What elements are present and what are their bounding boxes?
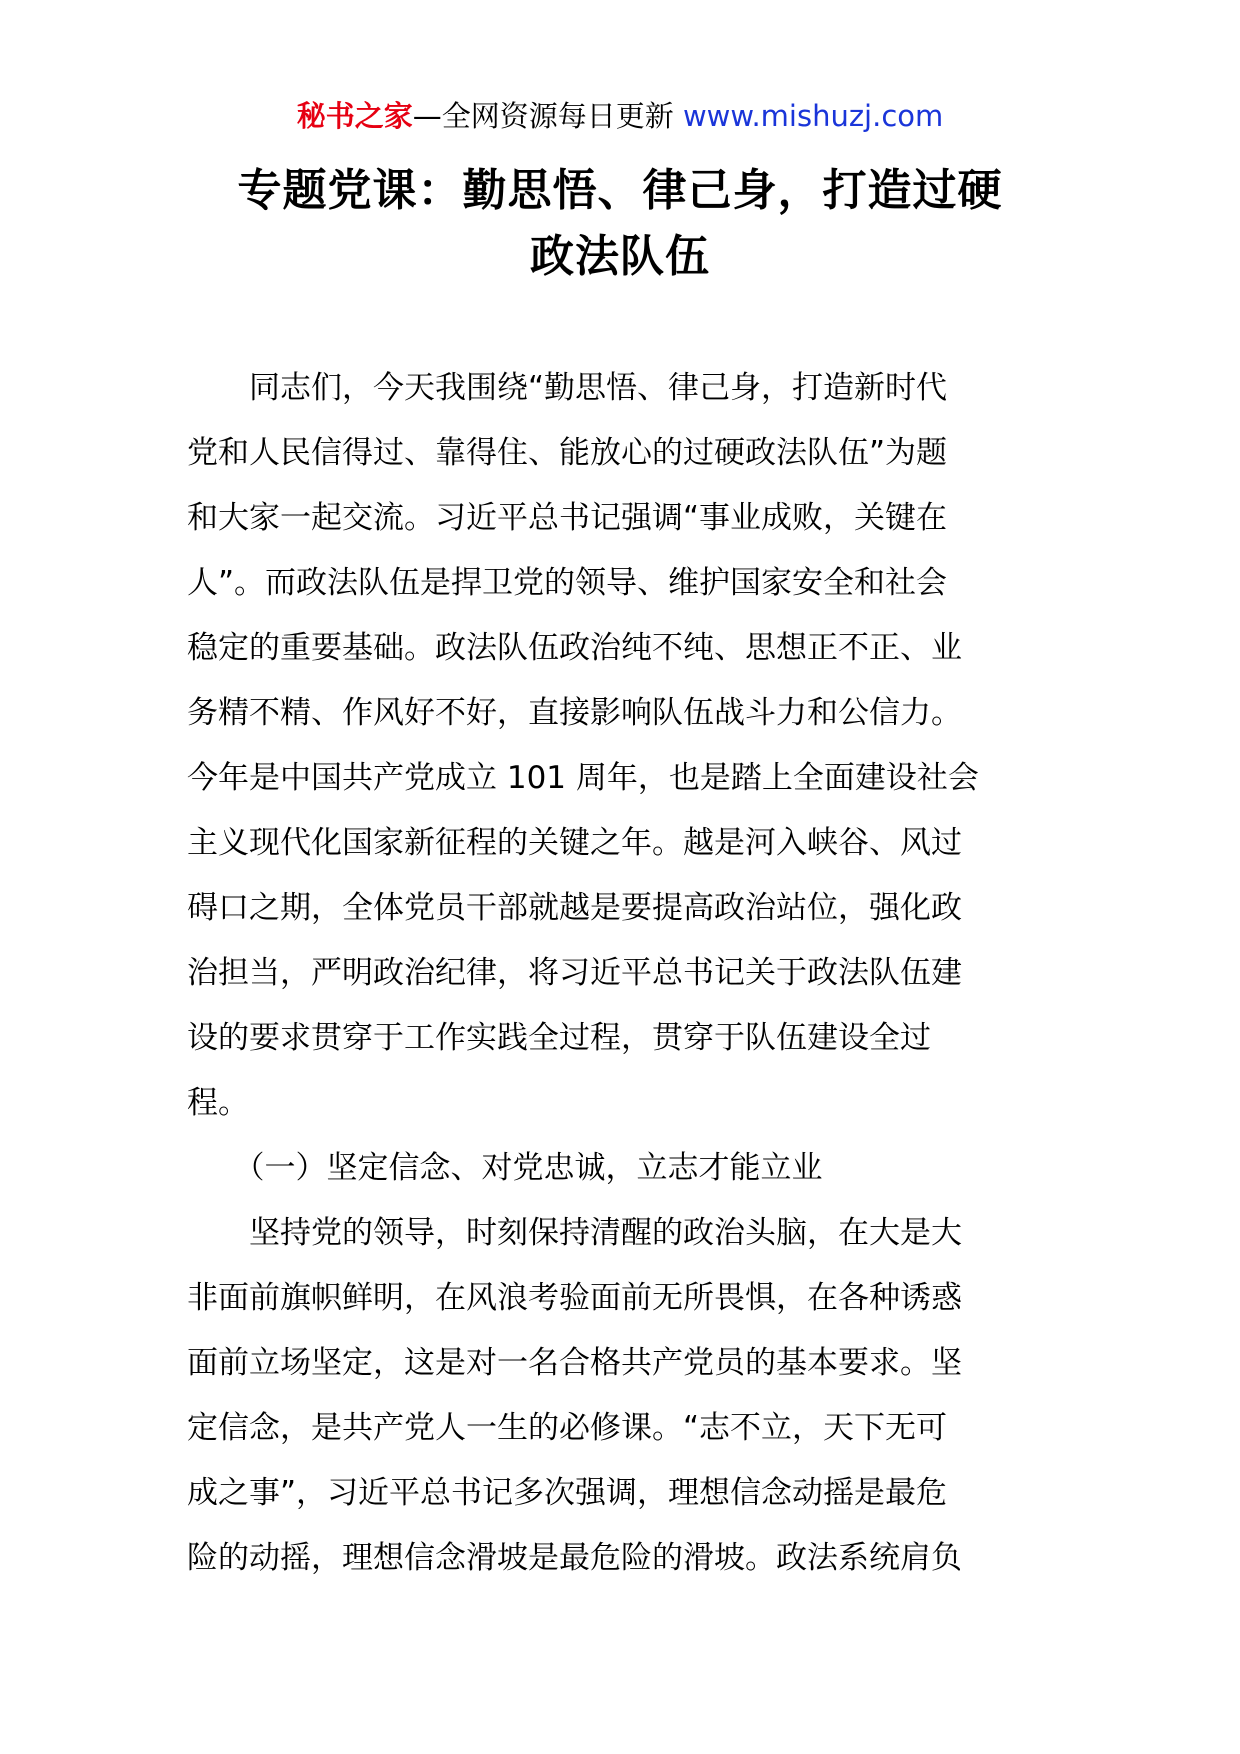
document-title — [0, 158, 1240, 290]
text-line: 稳定的重要基础。政法队伍政治纯不纯、思想正不正、业 — [187, 630, 962, 666]
text-line: 程。 — [187, 1085, 249, 1121]
intro-paragraph — [187, 356, 1057, 1136]
text-line: 险的动摇，理想信念滑坡是最危险的滑坡。政法系统肩负 — [187, 1540, 962, 1576]
text-line: 务精不精、作风好不好，直接影响队伍战斗力和公信力。 — [187, 695, 962, 731]
text-line: 面前立场坚定，这是对一名合格共产党员的基本要求。坚 — [187, 1345, 962, 1381]
text-line: 治担当，严明政治纪律，将习近平总书记关于政法队伍建 — [187, 955, 962, 991]
header-tagline: —全网资源每日更新 — [412, 99, 683, 133]
text-line: 今年是中国共产党成立 101 周年，也是踏上全面建设社会 — [187, 760, 979, 796]
header-url-link[interactable]: www.mishuzj.com — [682, 99, 944, 133]
text-line: 主义现代化国家新征程的关键之年。越是河入峡谷、风过 — [187, 825, 962, 861]
site-header — [0, 96, 1240, 136]
title-line-1: 专题党课：勤思悟、律己身，打造过硬 — [237, 165, 1003, 216]
title-line-2: 政法队伍 — [530, 231, 710, 282]
document-body — [187, 356, 1057, 1591]
text-line: 和大家一起交流。习近平总书记强调“事业成败，关键在 — [187, 500, 948, 536]
text-line: 非面前旗帜鲜明，在风浪考验面前无所畏惧，在各种诱惑 — [187, 1280, 962, 1316]
text-line: 定信念，是共产党人一生的必修课。“志不立，天下无可 — [187, 1410, 948, 1446]
section-paragraph — [187, 1201, 1057, 1591]
text-line: 同志们，今天我围绕“勤思悟、律己身，打造新时代 — [187, 370, 948, 406]
text-line: 设的要求贯穿于工作实践全过程，贯穿于队伍建设全过 — [187, 1020, 931, 1056]
text-line: 坚持党的领导，时刻保持清醒的政治头脑，在大是大 — [187, 1215, 962, 1251]
text-line: 人”。而政法队伍是捍卫党的领导、维护国家安全和社会 — [187, 565, 948, 601]
text-line: 碍口之期，全体党员干部就越是要提高政治站位，强化政 — [187, 890, 962, 926]
brand-name: 秘书之家 — [296, 99, 413, 133]
text-line: 成之事”，习近平总书记多次强调，理想信念动摇是最危 — [187, 1475, 948, 1511]
text-line: 党和人民信得过、靠得住、能放心的过硬政法队伍”为题 — [187, 435, 948, 471]
section-heading: （一）坚定信念、对党忠诚，立志才能立业 — [187, 1150, 823, 1186]
